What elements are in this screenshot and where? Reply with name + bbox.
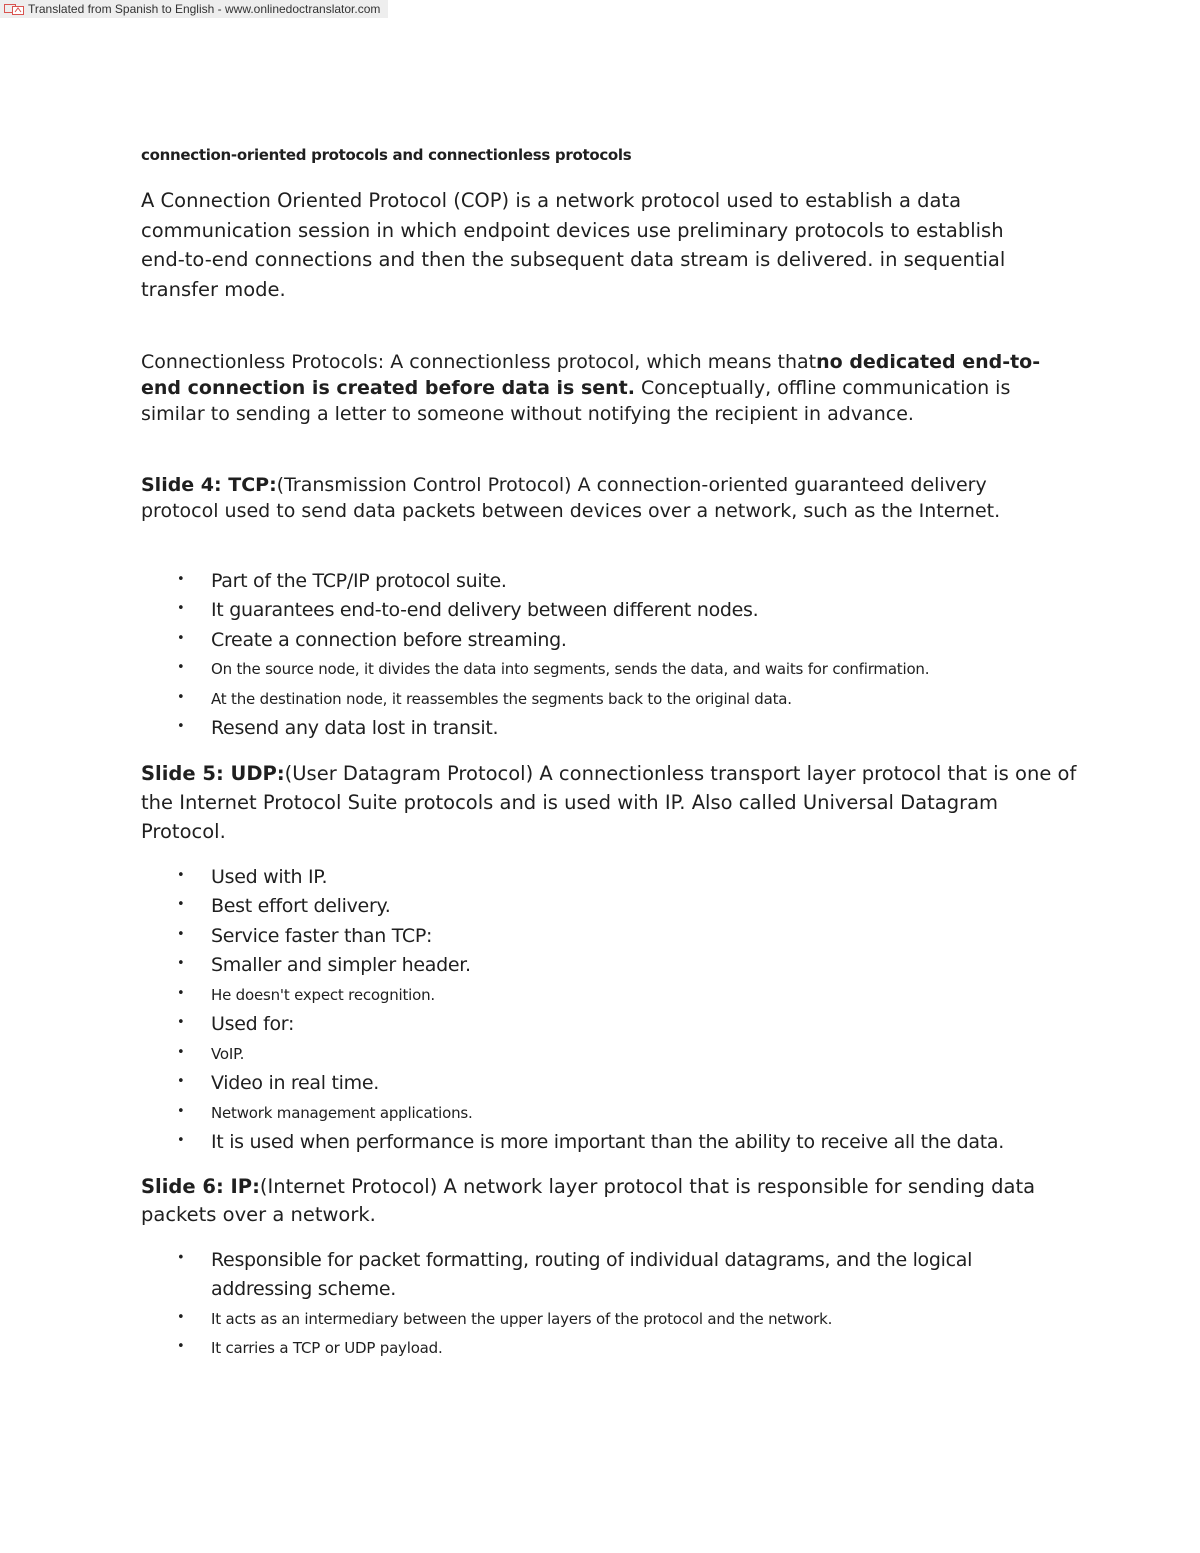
connectionless-line-3: similar to sending a letter to someone without notifying the recipient in advance. [141,403,914,425]
list-item-text: Best effort delivery. [211,895,391,918]
bullet-icon: • [177,630,185,646]
list-item [141,1304,991,1334]
connectionless-line-2 [141,375,1010,401]
udp-label: Slide 5: UDP: [141,762,285,785]
ip-label: Slide 6: IP: [141,1175,260,1198]
connectionless-line-2-text: Conceptually, offline communication is [634,377,1011,399]
bullet-icon: • [177,1015,185,1031]
udp-line-2: the Internet Protocol Suite protocols and is used with IP. Also called Universal Datagram [141,791,999,814]
bullet-icon: • [177,985,185,1001]
bullet-icon: • [177,1309,185,1325]
bullet-icon: • [177,719,185,735]
list-item [141,1334,991,1364]
list-item-text: Smaller and simpler header. [211,954,471,977]
bullet-icon: • [177,1250,185,1266]
cop-line-1: A Connection Oriented Protocol (COP) is a network protocol used to establish a data [141,189,962,212]
list-item [141,921,1004,951]
list-item-text: Create a connection before streaming. [211,628,567,651]
list-item-text: Part of the TCP/IP protocol suite. [211,569,507,592]
list-item [141,625,929,655]
list-item [141,951,1004,981]
list-item-text: At the destination node, it reassembles the segments back to the original data. [211,689,792,708]
list-item [141,862,1004,892]
ip-line-1 [141,1172,1035,1202]
list-item [141,1069,1004,1099]
list-item-text: Used for: [211,1013,295,1036]
list-item-text: Service faster than TCP: [211,924,433,947]
document-heading: connection-oriented protocols and connectionless protocols [141,146,632,164]
list-item-text: VoIP. [211,1044,245,1063]
udp-bullet-list [141,862,1004,1157]
bullet-icon: • [177,689,185,705]
bullet-icon: • [177,1103,185,1119]
list-item [141,566,929,596]
list-item-text: Resend any data lost in transit. [211,717,499,740]
udp-line-1-text: (User Datagram Protocol) A connectionless transport layer protocol that is one of [284,762,1077,785]
list-item-text: Network management applications. [211,1103,473,1122]
bullet-icon: • [177,571,185,587]
list-item-text: He doesn't expect recognition. [211,985,435,1004]
list-item-text: Responsible for packet formatting, routing of individual datagrams, and the logical addressing scheme. [211,1249,973,1300]
list-item [141,596,929,626]
banner-text: Translated from Spanish to English - www.onlinedoctranslator.com [28,2,381,16]
list-item [141,684,929,714]
udp-line-3: Protocol. [141,820,226,843]
cop-line-2: communication session in which endpoint devices use preliminary protocols to establish [141,219,1004,242]
translate-icon [4,4,24,15]
connectionless-line-1-bold: no dedicated end-to- [816,351,1041,373]
tcp-line-1 [141,472,987,498]
bullet-icon: • [177,926,185,942]
bullet-icon: • [177,897,185,913]
bullet-icon: • [177,1133,185,1149]
list-item [141,655,929,685]
ip-line-2: packets over a network. [141,1203,376,1226]
bullet-icon: • [177,956,185,972]
udp-line-1 [141,759,1076,789]
ip-bullet-list [141,1246,991,1363]
tcp-bullet-list [141,566,929,743]
tcp-line-2: protocol used to send data packets between devices over a network, such as the Internet. [141,500,1001,522]
bullet-icon: • [177,1339,185,1355]
connectionless-line-1 [141,349,1040,375]
list-item [141,892,1004,922]
tcp-line-1-text: (Transmission Control Protocol) A connection-oriented guaranteed delivery [276,474,987,496]
connectionless-line-2-bold: end connection is created before data is sent. [141,377,635,399]
list-item-text: Used with IP. [211,865,328,888]
bullet-icon: • [177,601,185,617]
connectionless-line-1-text: Connectionless Protocols: A connectionless protocol, which means that [141,351,817,373]
list-item-text: It acts as an intermediary between the upper layers of the protocol and the network. [211,1309,833,1328]
list-item-text: Video in real time. [211,1072,379,1095]
list-item [141,1246,991,1304]
list-item-text: It is used when performance is more important than the ability to receive all the data. [211,1131,1004,1154]
list-item [141,1039,1004,1069]
list-item [141,714,929,744]
bullet-icon: • [177,867,185,883]
tcp-label: Slide 4: TCP: [141,474,277,496]
list-item [141,1010,1004,1040]
ip-line-1-text: (Internet Protocol) A network layer protocol that is responsible for sending data [259,1175,1036,1198]
cop-line-4: transfer mode. [141,278,286,301]
list-item [141,980,1004,1010]
list-item-text: It guarantees end-to-end delivery between different nodes. [211,599,759,622]
list-item-text: It carries a TCP or UDP payload. [211,1339,443,1358]
list-item [141,1128,1004,1158]
bullet-icon: • [177,1044,185,1060]
bullet-icon: • [177,1074,185,1090]
translation-banner[interactable] [0,0,388,18]
cop-line-3: end-to-end connections and then the subsequent data stream is delivered. in sequential [141,248,1006,271]
list-item-text: On the source node, it divides the data into segments, sends the data, and waits for confirmation. [211,660,930,679]
bullet-icon: • [177,660,185,676]
list-item [141,1098,1004,1128]
